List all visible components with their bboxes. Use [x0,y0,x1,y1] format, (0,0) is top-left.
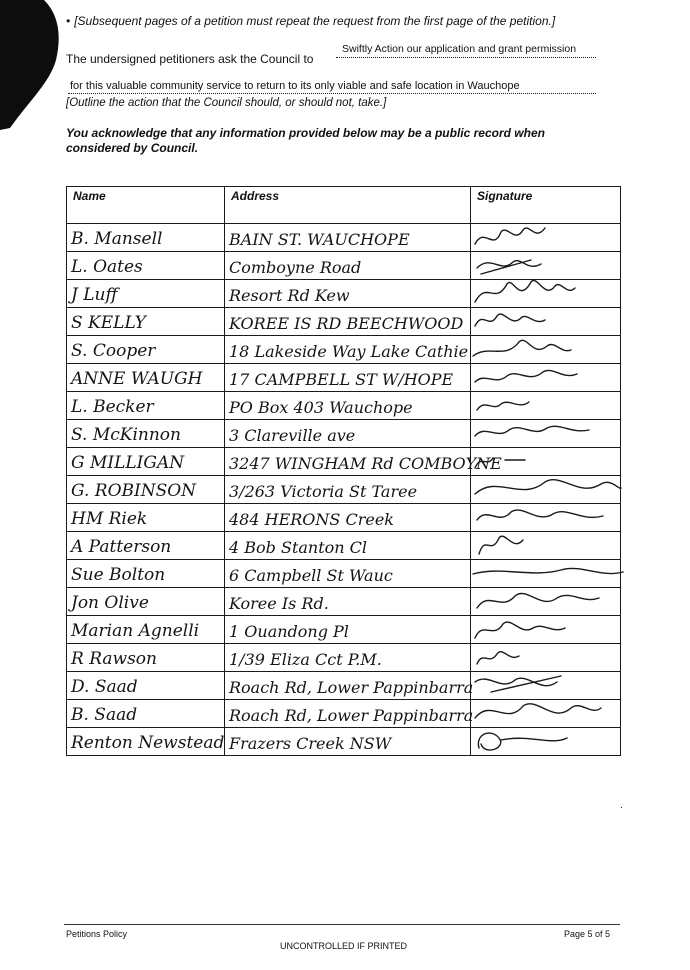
address-cell [225,280,471,308]
name-cell [67,560,225,588]
address-cell [225,336,471,364]
petitioner-name: ANNE WAUGH [71,369,203,389]
address-cell [225,700,474,728]
table-row [67,532,621,560]
table-row [67,672,621,700]
address-cell [225,616,471,644]
name-cell [67,364,225,392]
signature-cell [471,588,621,616]
signature-stroke [477,402,529,410]
petitioner-address: Comboyne Road [229,258,362,277]
petitioner-address: KOREE IS RD BEECHWOOD [229,314,464,333]
name-cell [67,728,225,756]
petitioner-name: Jon Olive [71,593,149,613]
signature-scribble [471,698,621,728]
petitioner-name: S. Cooper [71,341,156,361]
petitioner-name: G MILLIGAN [71,453,185,473]
dotted-line-1 [336,57,596,58]
petitioner-address: 1 Ouandong Pl [229,622,349,641]
signature-cell [471,728,621,756]
table-row [67,420,621,448]
address-cell [225,392,471,420]
petitioner-name: Marian Agnelli [71,621,200,641]
signature-stroke [475,228,545,244]
address-cell [225,728,471,756]
petitioner-address: 6 Campbell St Wauc [229,566,393,585]
petitioner-name: L. Becker [71,397,154,417]
petitioner-address: 484 HERONS Creek [229,510,394,529]
signature-scribble [471,726,621,756]
name-cell [67,532,225,560]
petitioner-address: PO Box 403 Wauchope [229,398,413,417]
subsequent-pages-note [66,14,555,28]
address-cell [225,532,471,560]
name-cell [67,448,225,476]
address-cell [225,252,471,280]
name-cell [67,700,225,728]
signature-cell [471,224,621,252]
note-bullet: • [66,14,71,28]
signature-stroke [475,480,621,494]
signature-cell [471,672,621,700]
signature-scribble [471,502,621,532]
signature-cell [471,364,621,392]
table-row [67,336,621,364]
signature-scribble [471,306,621,336]
signature-cell [471,252,621,280]
acknowledgement: You acknowledge that any information provided below may be a public record when considered by Council. [66,126,545,155]
table-row [67,560,621,588]
table-header-row [67,187,621,224]
petitioner-address: Roach Rd, Lower Pappinbarra [229,706,474,725]
name-cell [67,504,225,532]
signature-cell [471,448,621,476]
name-cell [67,392,225,420]
table-row [67,308,621,336]
petitioner-name: HM Riek [71,509,148,529]
name-cell [67,280,225,308]
name-cell [67,252,225,280]
signature-cell [471,308,621,336]
petitioner-name: B. Saad [71,705,138,725]
table-row [67,588,621,616]
signature-stroke [477,510,603,520]
signature-scribble [471,530,621,560]
petitioner-address: 3247 WINGHAM Rd COMBOYNE [229,454,502,473]
table-row [67,504,621,532]
address-cell [225,308,471,336]
petitioner-name: J Luff [71,285,118,305]
address-cell [225,364,471,392]
signature-scribble [471,362,621,392]
name-cell [67,336,225,364]
table-row [67,700,621,728]
name-cell [67,476,225,504]
table-row [67,476,621,504]
request-lead: The undersigned petitioners ask the Council to [66,52,314,66]
name-cell [67,616,225,644]
address-cell [225,504,471,532]
table-row [67,392,621,420]
outline-note: [Outline the action that the Council should, or should not, take.] [66,97,387,109]
signature-cell [471,392,621,420]
signature-cell [471,700,621,728]
signature-cell [471,336,621,364]
petitioner-address: 18 Lakeside Way Lake Cathie [229,342,469,361]
petitioner-name: Renton Newstead [71,733,225,753]
petitioner-name: B. Mansell [71,229,163,249]
address-cell [225,224,471,252]
petitioner-name: L. Oates [71,257,143,277]
column-header-name: Name [67,187,225,224]
signature-scribble [471,418,621,448]
scan-blot [0,0,64,130]
signature-stroke [475,280,575,302]
signature-stroke [475,676,561,692]
signature-stroke [475,458,525,468]
name-cell [67,672,225,700]
signature-scribble [471,390,621,420]
signature-stroke [475,370,577,382]
signature-scribble [471,586,621,616]
signature-stroke [477,260,541,274]
petitioner-address: 17 CAMPBELL ST W/HOPE [229,370,454,389]
signature-scribble [471,334,621,364]
petitioner-name: R Rawson [71,649,157,669]
signature-stroke [477,652,519,664]
signature-scribble [471,670,621,700]
footer-page-number: Page 5 of 5 [564,929,611,939]
petitioner-address: BAIN ST. WAUCHOPE [229,230,410,249]
name-cell [67,224,225,252]
table-row [67,616,621,644]
signature-scribble [471,558,621,588]
column-header-signature: Signature [471,187,621,224]
signature-stroke [475,704,601,718]
address-cell [225,644,471,672]
name-cell [67,644,225,672]
petitioner-name: S. McKinnon [71,425,181,445]
petitioner-address: Resort Rd Kew [229,286,350,305]
petitioner-address: 4 Bob Stanton Cl [229,538,368,557]
signature-stroke [473,340,571,356]
address-cell [225,476,471,504]
signature-cell [471,504,621,532]
table-row [67,224,621,252]
signature-cell [471,532,621,560]
signature-stroke [479,536,523,554]
petitioner-name: S KELLY [71,313,146,333]
table-row [67,728,621,756]
signature-stroke [473,568,623,574]
address-cell [225,672,474,700]
signature-cell [471,476,621,504]
footer-uncontrolled: UNCONTROLLED IF PRINTED [280,941,408,951]
signature-stroke [478,733,567,750]
petitioner-name: A Patterson [71,537,172,557]
petitioner-address: 3 Clareville ave [229,426,356,445]
petitioner-name: Sue Bolton [71,565,166,585]
margin-mark: . [620,800,623,811]
name-cell [67,420,225,448]
signature-scribble [471,278,621,308]
signature-scribble [471,642,621,672]
address-cell [225,588,471,616]
action-text-line-2: for this valuable community service to return to its only viable and safe location in Wauchope [70,80,520,92]
table-row [67,364,621,392]
petitioner-address: Frazers Creek NSW [229,734,392,753]
signature-stroke [475,314,545,326]
petitioner-address: Roach Rd, Lower Pappinbarra [229,678,474,697]
footer-policy: Petitions Policy [66,929,128,939]
table-row [67,280,621,308]
signature-cell [471,560,621,588]
note-text: [Subsequent pages of a petition must repeat the request from the first page of the petition.] [74,14,556,28]
signature-scribble [471,222,621,252]
footer-rule [64,924,620,925]
petitioner-name: G. ROBINSON [71,481,197,501]
table-row [67,448,621,476]
address-cell [225,420,471,448]
signature-cell [471,280,621,308]
dotted-line-2 [68,93,596,94]
signature-scribble [471,474,621,504]
signature-cell [471,644,621,672]
petitioner-name: D. Saad [71,677,138,697]
signature-stroke [475,622,565,638]
signature-scribble [471,446,621,476]
signature-scribble [471,614,621,644]
signature-stroke [475,426,589,436]
name-cell [67,588,225,616]
action-text-line-1: Swiftly Action our application and grant permission [342,43,577,55]
signature-cell [471,420,621,448]
column-header-address: Address [225,187,471,224]
petition-table [66,186,621,756]
table-row [67,252,621,280]
signature-stroke [477,593,599,608]
name-cell [67,308,225,336]
signature-cell [471,616,621,644]
address-cell [225,560,471,588]
petitioner-address: 3/263 Victoria St Taree [229,482,418,501]
signature-scribble [471,250,621,280]
address-cell [225,448,502,476]
table-row [67,644,621,672]
petitioner-address: Koree Is Rd. [229,594,329,613]
petitioner-address: 1/39 Eliza Cct P.M. [229,650,382,669]
